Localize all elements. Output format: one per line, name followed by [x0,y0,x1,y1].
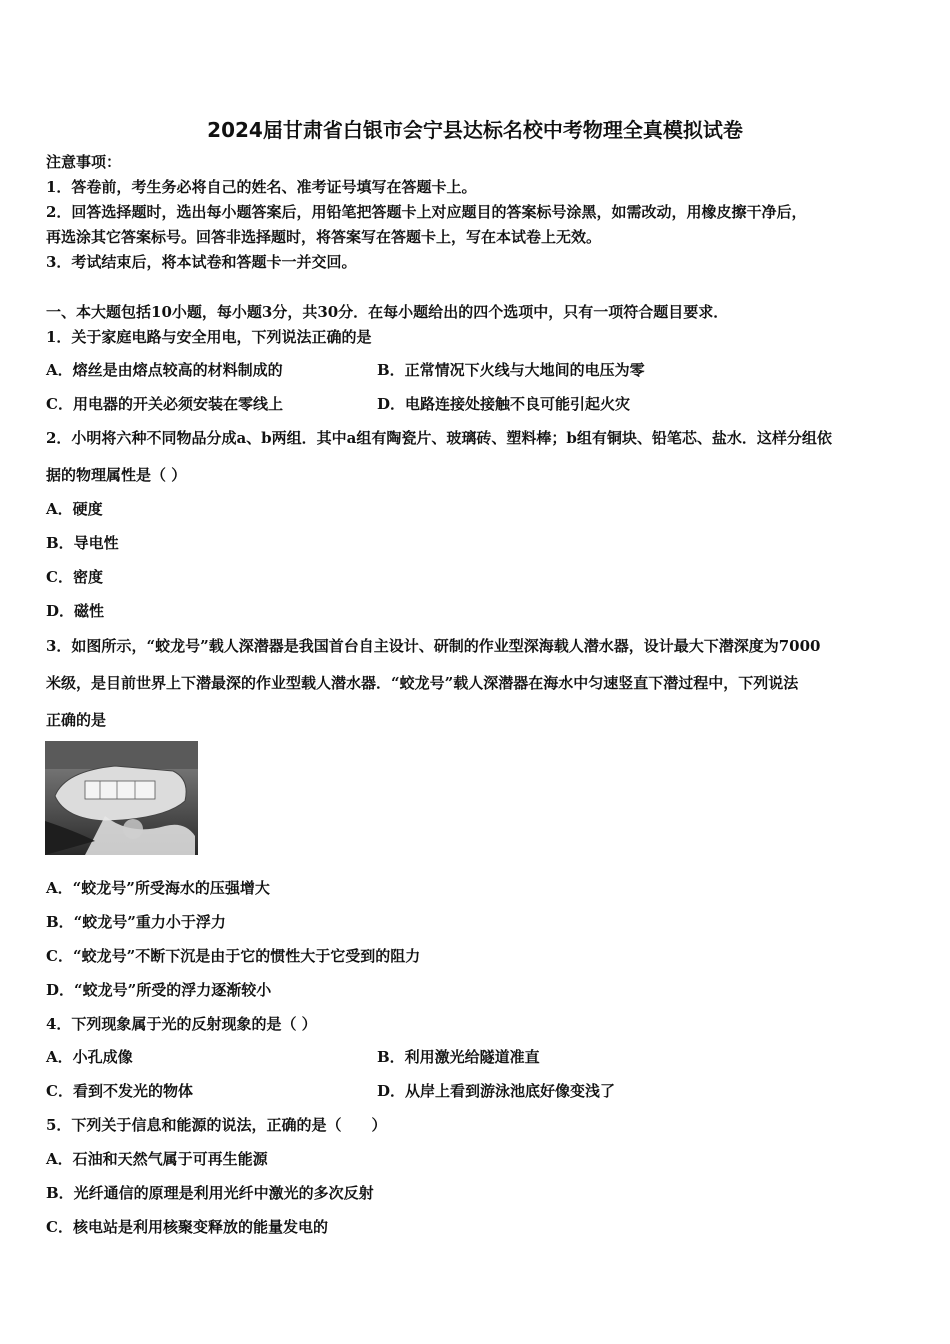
q1-stem: 1．关于家庭电路与安全用电，下列说法正确的是 [46,328,372,346]
q1-option-d: D．电路连接处接触不良可能引起火灾 [377,395,631,413]
notice-item-1: 1．答卷前，考生务必将自己的姓名、准考证号填写在答题卡上。 [46,178,477,196]
q3-option-b: B．“蛟龙号”重力小于浮力 [46,913,226,931]
q3-stem-cont: 米级，是目前世界上下潜最深的作业型载人潜水器．“蛟龙号”载人深潜器在海水中匀速竖直下潜过程中，下列说法 [46,674,799,692]
notice-item-3: 3．考试结束后，将本试卷和答题卡一并交回。 [46,253,357,271]
q5-stem: 5．下列关于信息和能源的说法，正确的是（ ） [46,1116,387,1134]
q1-option-b: B．正常情况下火线与大地间的电压为零 [377,361,645,379]
notice-item-2-cont: 再选涂其它答案标号。回答非选择题时，将答案写在答题卡上，写在本试卷上无效。 [46,228,602,246]
notice-heading: 注意事项： [46,153,122,171]
q1-option-a: A．熔丝是由熔点较高的材料制成的 [46,361,283,379]
q3-option-a: A．“蛟龙号”所受海水的压强增大 [46,879,270,897]
q1-option-c: C．用电器的开关必须安装在零线上 [46,395,283,413]
q2-option-b: B．导电性 [46,534,119,552]
q3-option-d: D．“蛟龙号”所受的浮力逐渐较小 [46,981,272,999]
q2-option-d: D．磁性 [46,602,105,620]
q4-stem: 4．下列现象属于光的反射现象的是（ ） [46,1015,317,1033]
q4-option-a: A．小孔成像 [46,1048,133,1066]
q3-stem: 3．如图所示，“蛟龙号”载人深潜器是我国首台自主设计、研制的作业型深海载人潜水器，设计最大下潜深度为7000 [46,637,821,655]
submersible-photo [45,741,198,855]
section-heading: 一、本大题包括10小题，每小题3分，共30分．在每小题给出的四个选项中，只有一项符合题目要求． [46,303,729,321]
q4-option-d: D．从岸上看到游泳池底好像变浅了 [377,1082,616,1100]
q5-option-a: A．石油和天然气属于可再生能源 [46,1150,268,1168]
q2-option-a: A．硬度 [46,500,103,518]
q2-stem-cont: 据的物理属性是（ ） [46,466,187,484]
q2-stem: 2．小明将六种不同物品分成a、b两组．其中a组有陶瓷片、玻璃砖、塑料棒；b组有铜块、铅笔芯、盐水．这样分组依 [46,429,832,447]
notice-item-2: 2．回答选择题时，选出每小题答案后，用铅笔把答题卡上对应题目的答案标号涂黑，如需改动，用橡皮擦干净后， [46,203,807,221]
q5-option-b: B．光纤通信的原理是利用光纤中激光的多次反射 [46,1184,374,1202]
q2-option-c: C．密度 [46,568,103,586]
q4-option-c: C．看到不发光的物体 [46,1082,193,1100]
q4-option-b: B．利用激光给隧道准直 [377,1048,540,1066]
q5-option-c: C．核电站是利用核聚变释放的能量发电的 [46,1218,328,1236]
q3-stem-end: 正确的是 [46,711,107,729]
q3-option-c: C．“蛟龙号”不断下沉是由于它的惯性大于它受到的阻力 [46,947,421,965]
page-title: 2024届甘肃省白银市会宁县达标名校中考物理全真模拟试卷 [207,118,743,142]
